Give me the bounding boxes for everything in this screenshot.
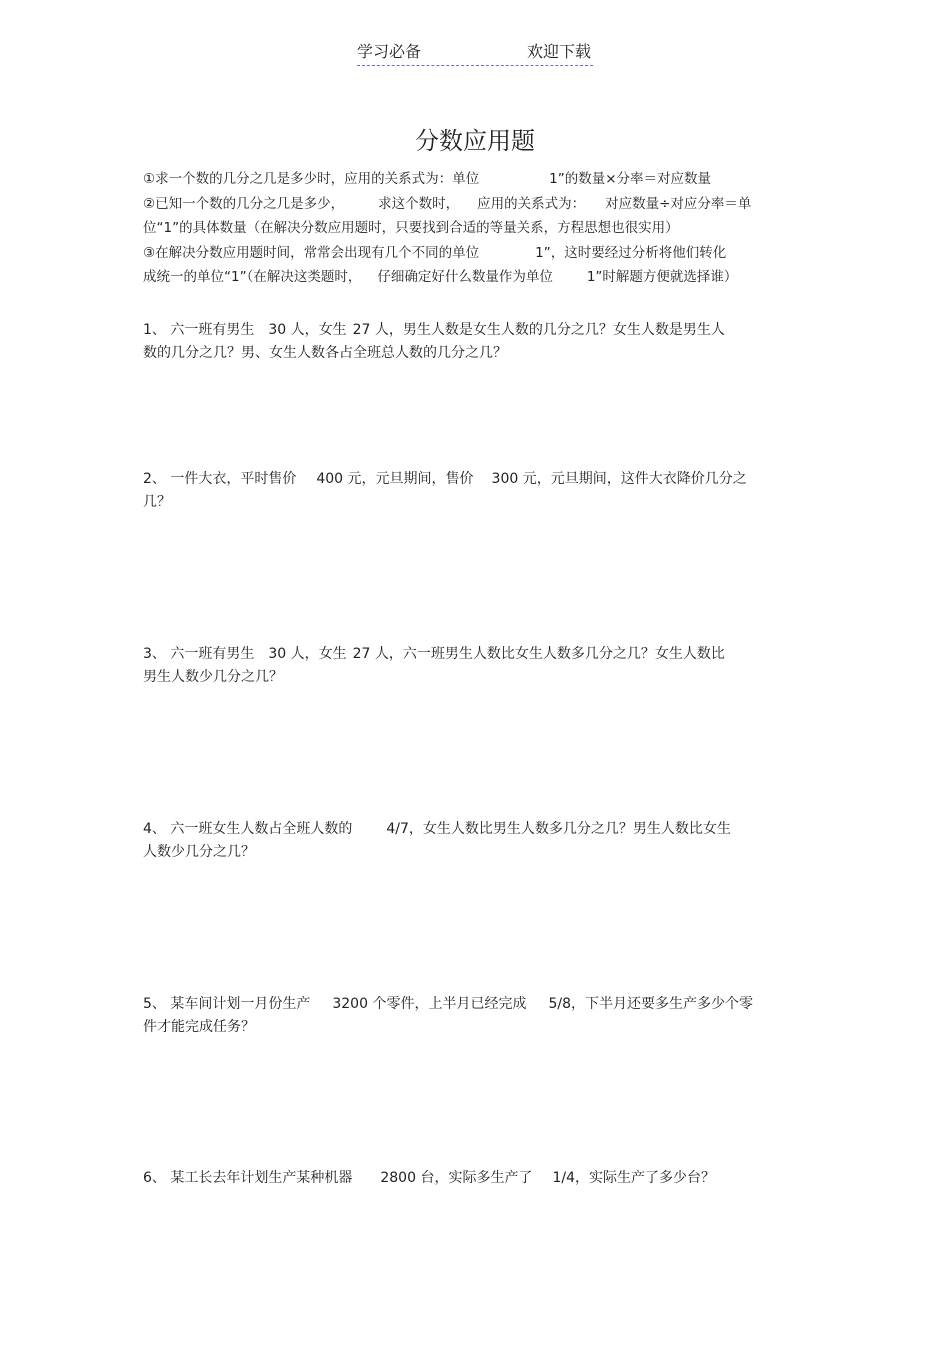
question-text: 5、 某车间计划一月份生产 (143, 996, 311, 1012)
question-text: 30 人，女生 (268, 646, 347, 662)
question-text: 400 元，元旦期间，售价 (316, 471, 474, 487)
page-title: 分数应用题 (415, 127, 535, 155)
question-4-line-1 (143, 818, 793, 841)
question-2-line-1 (143, 468, 793, 491)
intro-text: 对应数量÷对应分率＝单 (605, 195, 752, 212)
question-text: 27 人，男生人数是女生人数的几分之几？女生人数是男生人 (352, 322, 725, 338)
question-text: 2800 台，实际多生产了 (380, 1170, 533, 1186)
header-left-text: 学习必备 (357, 42, 422, 61)
question-2-line-2: 几？ (143, 494, 171, 510)
question-text: 6、 某工长去年计划生产某种机器 (143, 1170, 353, 1186)
intro-text: ③在解决分数应用题时间，常常会出现有几个不同的单位 (143, 244, 480, 261)
question-1-line-2: 数的几分之几？男、女生人数各占全班总人数的几分之几？ (143, 345, 507, 361)
intro-text: 位“1”的具体数量（在解决分数应用题时，只要找到合适的等量关系，方程思想也很实用） (143, 220, 679, 236)
question-2 (143, 468, 793, 514)
intro-text: 1”，这时要经过分析将他们转化 (535, 244, 727, 261)
question-3-line-2: 男生人数少几分之几？ (143, 669, 283, 685)
question-text: 3、 六一班有男生 (143, 646, 255, 662)
intro-text: 求这个数时， (378, 195, 460, 212)
question-5 (143, 993, 793, 1039)
question-text: 3200 个零件，上半月已经完成 (332, 996, 527, 1012)
page-header (357, 40, 593, 66)
intro-text: ②已知一个数的几分之几是多少， (143, 195, 345, 212)
intro-text: 1”的数量×分率＝对应数量 (549, 171, 712, 187)
question-text: 2、 一件大衣，平时售价 (143, 471, 297, 487)
header-right-text: 欢迎下载 (526, 42, 591, 61)
question-3-line-1 (143, 643, 793, 666)
question-text: 5/8，下半月还要多生产多少个零 (548, 996, 753, 1012)
intro-text: 成统一的单位“1”（在解决这类题时， (143, 269, 362, 285)
intro-line-3 (143, 216, 803, 241)
question-5-line-2: 件才能完成任务？ (143, 1019, 255, 1035)
intro-text: 应用的关系式为： (477, 195, 586, 212)
question-text: 1、 六一班有男生 (143, 322, 255, 338)
question-text: 4/7，女生人数比男生人数多几分之几？男生人数比女生 (386, 821, 731, 837)
question-text: 300 元，元旦期间，这件大衣降价几分之 (491, 471, 747, 487)
intro-line-4 (143, 241, 803, 266)
intro-notes (143, 167, 803, 290)
question-6 (143, 1167, 793, 1190)
question-6-line-1 (143, 1167, 793, 1190)
intro-line-1 (143, 167, 803, 192)
question-1-line-1 (143, 319, 793, 342)
question-text: 30 人，女生 (268, 322, 347, 338)
question-1 (143, 319, 793, 365)
question-text: 4、 六一班女生人数占全班人数的 (143, 821, 353, 837)
question-4 (143, 818, 793, 864)
question-4-line-2: 人数少几分之几？ (143, 844, 255, 860)
intro-text: 仔细确定好什么数量作为单位 (377, 269, 553, 285)
intro-line-2 (143, 192, 803, 217)
intro-text: 1”时解题方便就选择谁） (586, 269, 738, 285)
question-3 (143, 643, 793, 689)
intro-text: ①求一个数的几分之几是多少时，应用的关系式为：单位 (143, 171, 480, 187)
question-text: 1/4，实际生产了多少台？ (552, 1170, 715, 1186)
intro-line-5 (143, 265, 803, 290)
question-text: 27 人，六一班男生人数比女生人数多几分之几？女生人数比 (352, 646, 725, 662)
question-5-line-1 (143, 993, 793, 1016)
